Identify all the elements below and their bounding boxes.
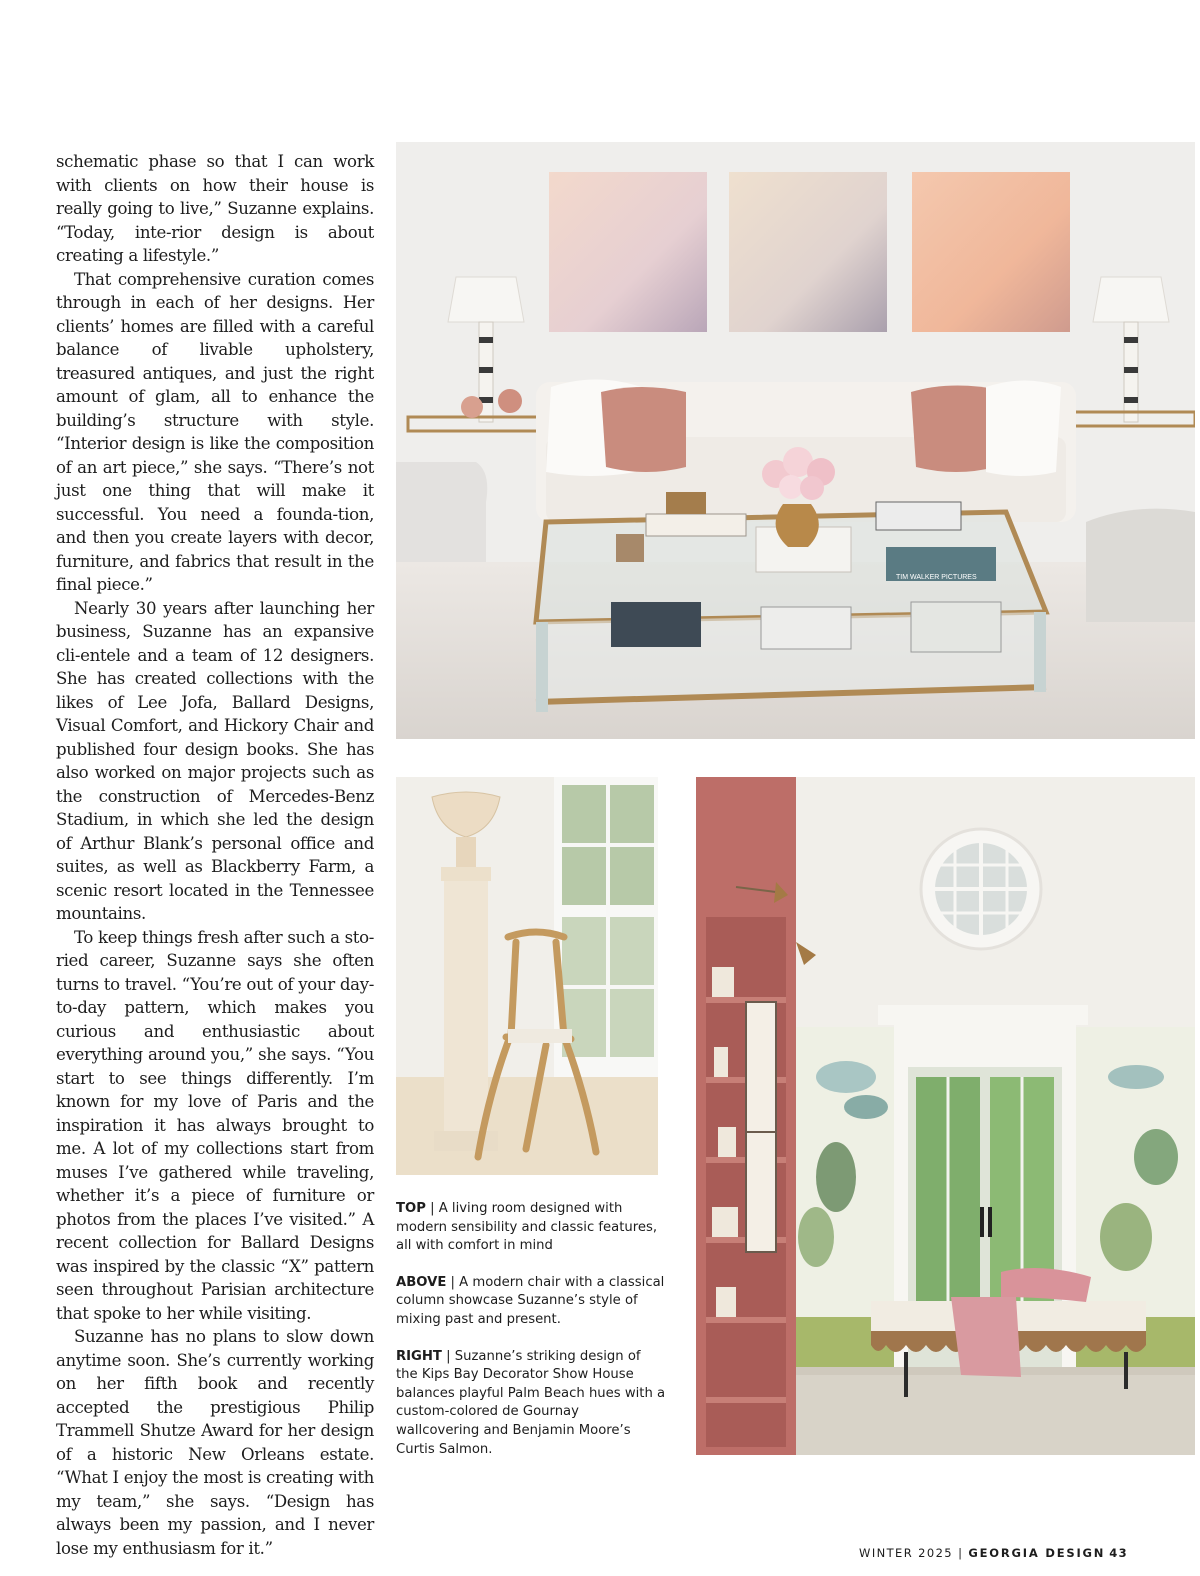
- caption-separator: |: [446, 1274, 460, 1290]
- article-paragraph: Suzanne has no plans to slow down anytime soon. She’s currently working on her fifth book and recently accepted the prestigious Philip Trammell Shutze Award for her design of a historic New Orleans estate. “What I enjoy the most is creating with my team,” she says. “Design has always been my passion, and I never lose my enthusiasm for it.”: [56, 1327, 374, 1558]
- page-folio: [859, 1546, 1128, 1560]
- article-paragraph: Nearly 30 years after launching her business, Suzanne has an expansive cli-entele and a team of 12 designers. She has created collections with the likes of Lee Jofa, Ballard Designs, Visual Comfort, and Hickory Chair and published four design books. She has also worked on major projects such as the construction of Mercedes-Benz Stadium, in which she led the design of Arthur Blank’s personal office and suites, as well as Blackberry Farm, a scenic resort located in the Tennessee mountains.: [56, 598, 374, 923]
- caption-text: A living room designed with modern sensibility and classic features, all with comfort in mind: [396, 1201, 658, 1254]
- kips-bay-room-illustration: [696, 777, 1195, 1455]
- caption-separator: |: [441, 1348, 455, 1364]
- caption-label: ABOVE: [396, 1274, 447, 1290]
- folio-separator: |: [953, 1546, 969, 1560]
- caption-text: A modern chair with a classical column showcase Suzanne’s style of mixing past and present.: [396, 1274, 665, 1327]
- article-body: [56, 150, 374, 1560]
- caption-text: Suzanne’s striking design of the Kips Bay Decorator Show House balances playful Palm Beach hues with a custom-colored de Gournay wallcovering and Benjamin Moore’s Curtis Salmon.: [396, 1348, 666, 1457]
- article-paragraph: schematic phase so that I can work with clients on how their house is really going to live,” Suzanne explains. “Today, inte-rior design is about creating a lifestyle.”: [56, 152, 374, 265]
- living-room-illustration: [396, 142, 1195, 739]
- page-number: 43: [1109, 1546, 1128, 1560]
- chair-column-photo: [396, 777, 658, 1175]
- painting-right: [912, 172, 1070, 332]
- caption-label: TOP: [396, 1201, 426, 1216]
- painting-left: [549, 172, 707, 332]
- photo-captions: [396, 1200, 666, 1477]
- caption-right: [396, 1348, 666, 1460]
- round-mirror: [921, 829, 1041, 949]
- article-paragraph: That comprehensive curation comes through in each of her designs. Her clients’ homes are filled with a careful balance of livable upholstery, treasured antiques, and just the right amount of glam, all to enhance the building’s structure with style. “Interior design is like the composition of an art piece,” she says. “There’s not just one thing that will make it successful. You need a founda-tion, and then you create layers with decor, furniture, and fabrics that result in the final piece.”: [56, 269, 374, 594]
- book-spine-text: TIM WALKER PICTURES: [896, 574, 977, 581]
- painting-center: [729, 172, 887, 332]
- caption-above: [396, 1274, 666, 1330]
- issue-season: WINTER 2025: [859, 1546, 954, 1560]
- article-paragraph: To keep things fresh after such a sto-ried career, Suzanne says she often turns to travel. “You’re out of your day-to-day pattern, which makes you curious and enthusiastic about everything around you,” she says. “You start to see things differently. I’m known for my love of Paris and the inspiration it has always brought to me. A lot of my collections start from muses I’ve gathered while traveling, whether it’s a piece of furniture or photos from the places I’ve visited.” A recent collection for Ballard Designs was inspired by the classic “X” pattern seen throughout Parisian architecture that spoke to her while visiting.: [56, 927, 374, 1323]
- caption-label: RIGHT: [396, 1348, 442, 1364]
- caption-top: [396, 1200, 666, 1256]
- living-room-photo: [396, 142, 1195, 739]
- magazine-name: GEORGIA DESIGN: [968, 1546, 1106, 1560]
- chair-column-illustration: [396, 777, 658, 1175]
- caption-separator: |: [425, 1201, 439, 1216]
- kips-bay-room-photo: [696, 777, 1195, 1455]
